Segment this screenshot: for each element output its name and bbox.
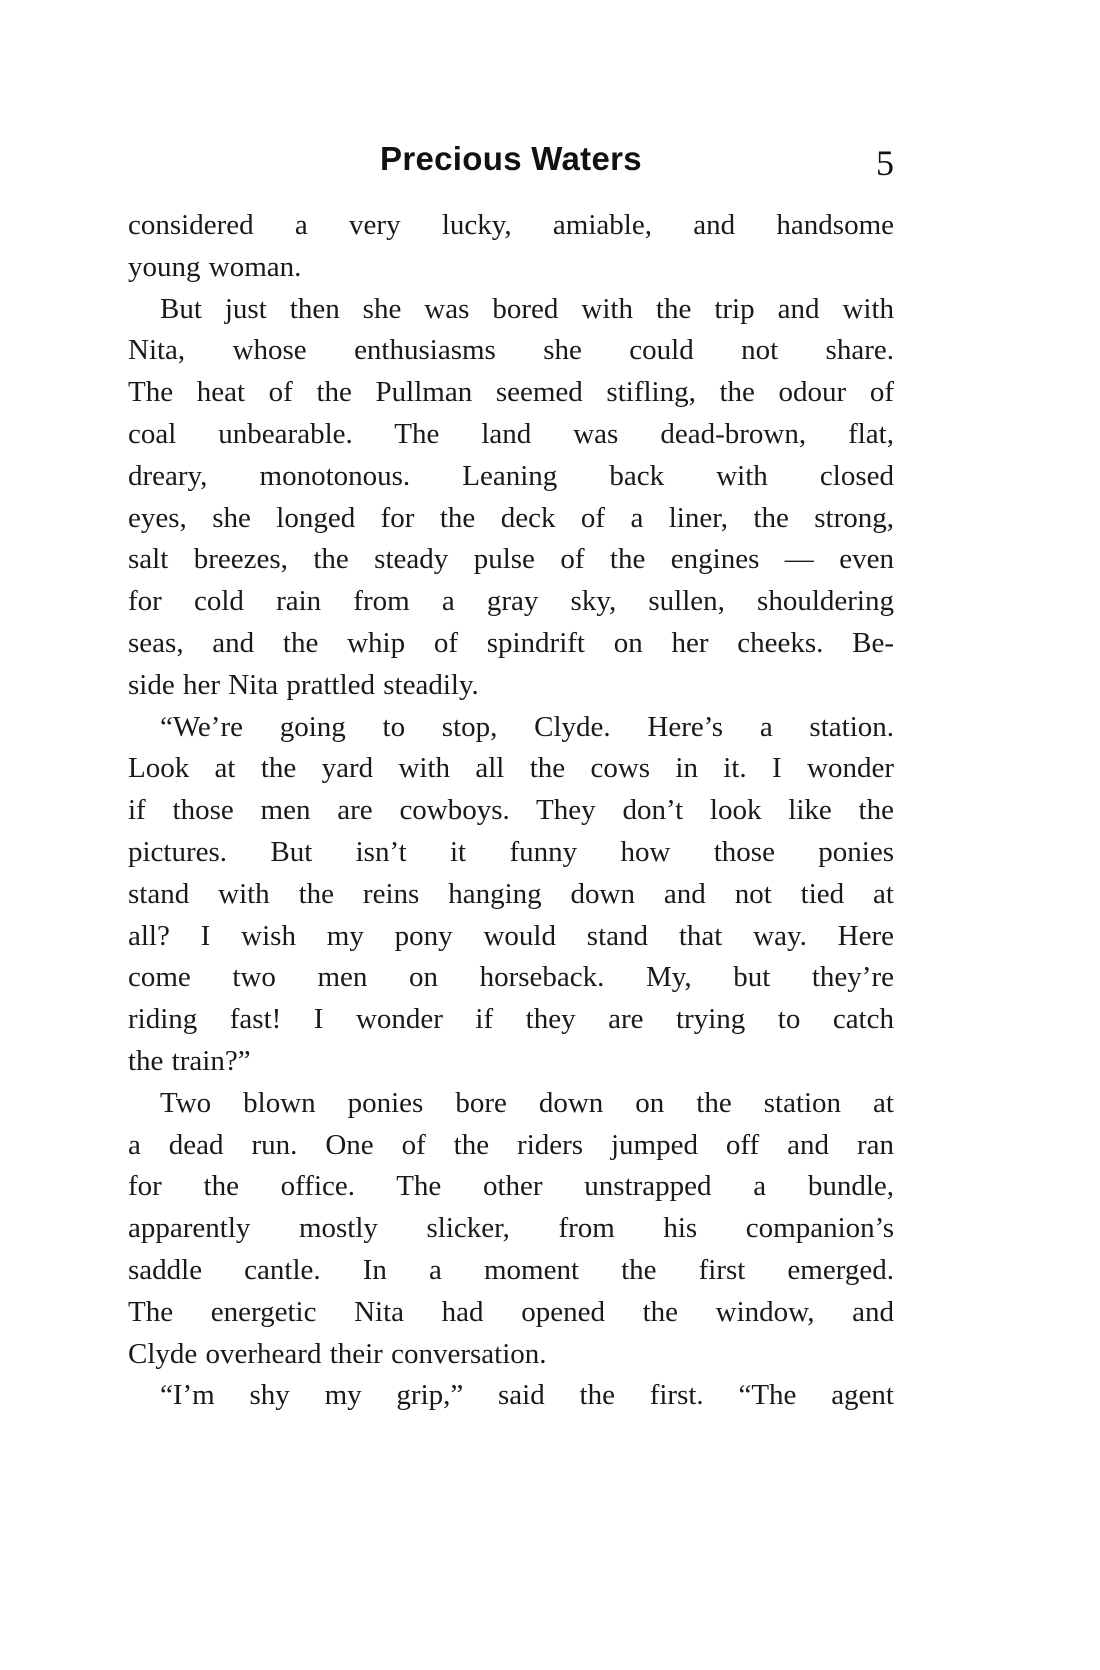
text-line: dreary, monotonous. Leaning back with closed: [128, 459, 894, 492]
running-title: Precious Waters: [380, 140, 642, 177]
text-line: eyes, she longed for the deck of a liner, the strong,: [128, 501, 894, 534]
text-line: side her Nita prattled steadily.: [128, 668, 479, 701]
text-line: Clyde overheard their conversation.: [128, 1337, 547, 1370]
text-line: “I’m shy my grip,” said the first. “The agent: [160, 1379, 894, 1412]
text-line: considered a very lucky, amiable, and handsome: [128, 209, 894, 241]
text-line: Look at the yard with all the cows in it. I wonder: [128, 752, 894, 785]
text-line: if those men are cowboys. They don’t look like the: [128, 794, 894, 827]
text-line: Two blown ponies bore down on the station at: [160, 1086, 894, 1119]
text-line: all? I wish my pony would stand that way. Here: [128, 919, 894, 952]
text-line: saddle cantle. In a moment the first emerged.: [128, 1253, 894, 1286]
text-line: The energetic Nita had opened the window, and: [128, 1295, 894, 1328]
running-head: [128, 140, 894, 190]
text-line: for the office. The other unstrapped a bundle,: [128, 1170, 894, 1203]
text-line: pictures. But isn’t it funny how those ponies: [128, 835, 894, 868]
text-line: “We’re going to stop, Clyde. Here’s a station.: [160, 710, 894, 743]
text-line: But just then she was bored with the trip and with: [160, 292, 894, 325]
text-line: young woman.: [128, 250, 302, 283]
text-line: stand with the reins hanging down and not tied at: [128, 877, 894, 910]
text-line: apparently mostly slicker, from his companion’s: [128, 1212, 894, 1245]
text-line: Nita, whose enthusiasms she could not share.: [128, 334, 894, 367]
body-text: [128, 205, 894, 1417]
text-line: riding fast! I wonder if they are trying to catch: [128, 1003, 894, 1036]
text-line: the train?”: [128, 1044, 251, 1077]
text-line: The heat of the Pullman seemed stifling, the odour of: [128, 376, 894, 409]
text-line: salt breezes, the steady pulse of the engines — even: [128, 543, 894, 576]
text-line: a dead run. One of the riders jumped off and ran: [128, 1128, 894, 1161]
text-line: seas, and the whip of spindrift on her cheeks. Be-: [128, 626, 894, 659]
page-number: 5: [876, 143, 894, 183]
text-line: for cold rain from a gray sky, sullen, shouldering: [128, 585, 894, 618]
text-line: coal unbearable. The land was dead-brown, flat,: [128, 417, 894, 450]
text-line: come two men on horseback. My, but they’re: [128, 961, 894, 994]
